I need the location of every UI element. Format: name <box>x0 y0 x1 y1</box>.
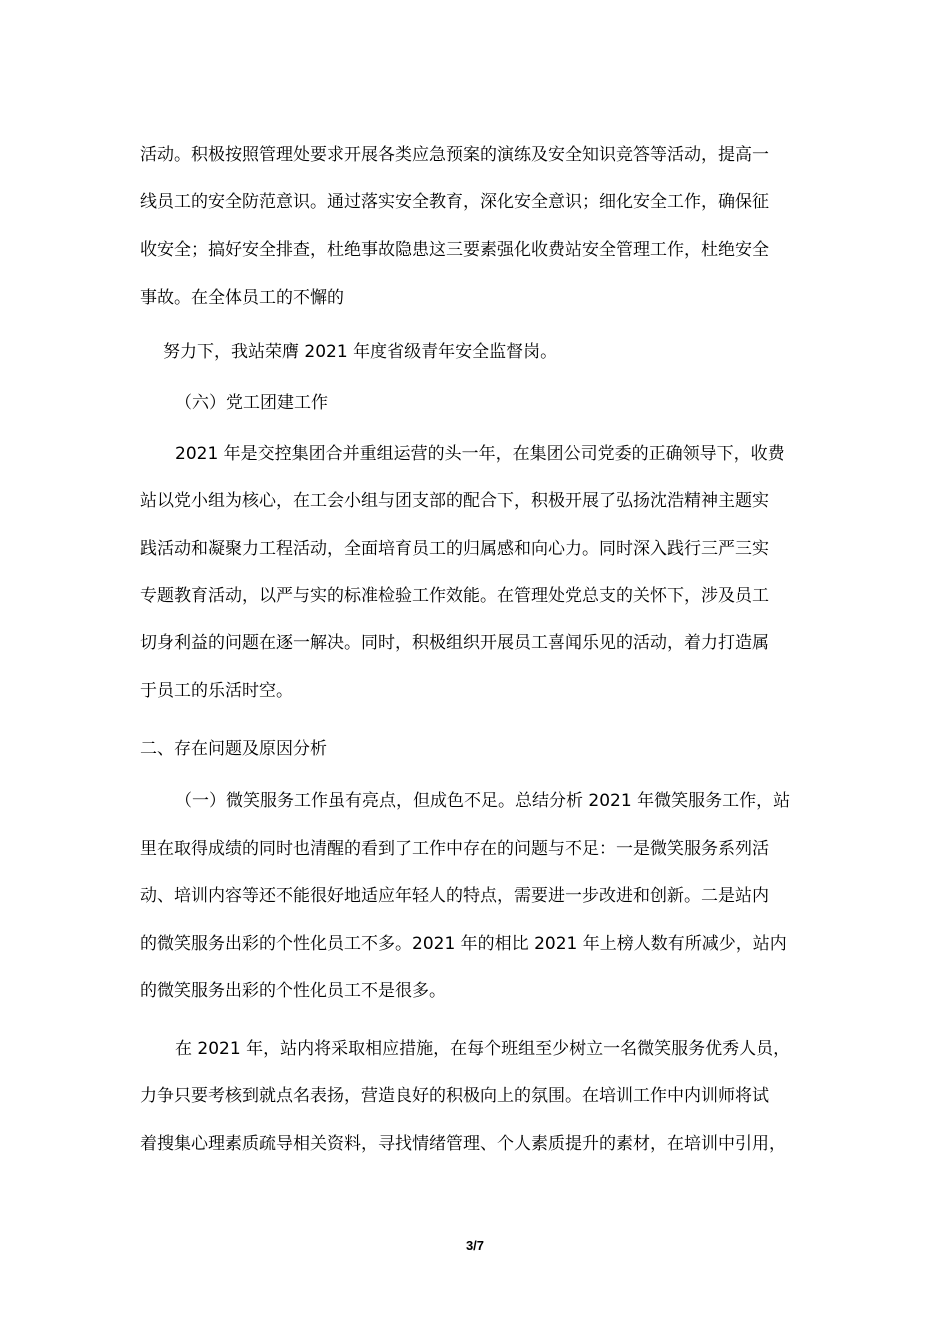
text-line: 里在取得成绩的同时也清醒的看到了工作中存在的问题与不足：一是微笑服务系列活 <box>140 839 769 859</box>
text-line: 事故。在全体员工的不懈的 <box>140 288 344 308</box>
text-line: 线员工的安全防范意识。通过落实安全教育，深化安全意识；细化安全工作，确保征 <box>140 192 769 212</box>
text-line: （一）微笑服务工作虽有亮点，但成色不足。总结分析 2021 年微笑服务工作，站 <box>175 791 791 811</box>
text-line: 专题教育活动，以严与实的标准检验工作效能。在管理处党总支的关怀下，涉及员工 <box>140 586 769 606</box>
text-line: 切身利益的问题在逐一解决。同时，积极组织开展员工喜闻乐见的活动，着力打造属 <box>140 633 769 653</box>
text-line: 努力下，我站荣膺 2021 年度省级青年安全监督岗。 <box>163 342 558 362</box>
text-line: 站以党小组为核心，在工会小组与团支部的配合下，积极开展了弘扬沈浩精神主题实 <box>140 491 769 511</box>
text-line: 动、培训内容等还不能很好地适应年轻人的特点，需要进一步改进和创新。二是站内 <box>140 886 769 906</box>
text-line: 于员工的乐活时空。 <box>140 681 293 701</box>
section-heading: 二、存在问题及原因分析 <box>140 739 327 759</box>
text-line: 践活动和凝聚力工程活动，全面培育员工的归属感和向心力。同时深入践行三严三实 <box>140 539 769 559</box>
text-line: 活动。积极按照管理处要求开展各类应急预案的演练及安全知识竞答等活动，提高一 <box>140 145 769 165</box>
text-line: 在 2021 年，站内将采取相应措施，在每个班组至少树立一名微笑服务优秀人员， <box>175 1039 791 1059</box>
text-line: 的微笑服务出彩的个性化员工不是很多。 <box>140 981 446 1001</box>
text-line: 力争只要考核到就点名表扬，营造良好的积极向上的氛围。在培训工作中内训师将试 <box>140 1086 769 1106</box>
section-heading: （六）党工团建工作 <box>175 393 328 413</box>
page-number: 3/7 <box>465 1238 485 1253</box>
text-line: 的微笑服务出彩的个性化员工不多。2021 年的相比 2021 年上榜人数有所减少，站内 <box>140 934 787 954</box>
text-line: 收安全；搞好安全排查，杜绝事故隐患这三要素强化收费站安全管理工作，杜绝安全 <box>140 240 769 260</box>
text-line: 着搜集心理素质疏导相关资料，寻找情绪管理、个人素质提升的素材，在培训中引用， <box>140 1134 786 1154</box>
text-line: 2021 年是交控集团合并重组运营的头一年，在集团公司党委的正确领导下，收费 <box>175 444 785 464</box>
